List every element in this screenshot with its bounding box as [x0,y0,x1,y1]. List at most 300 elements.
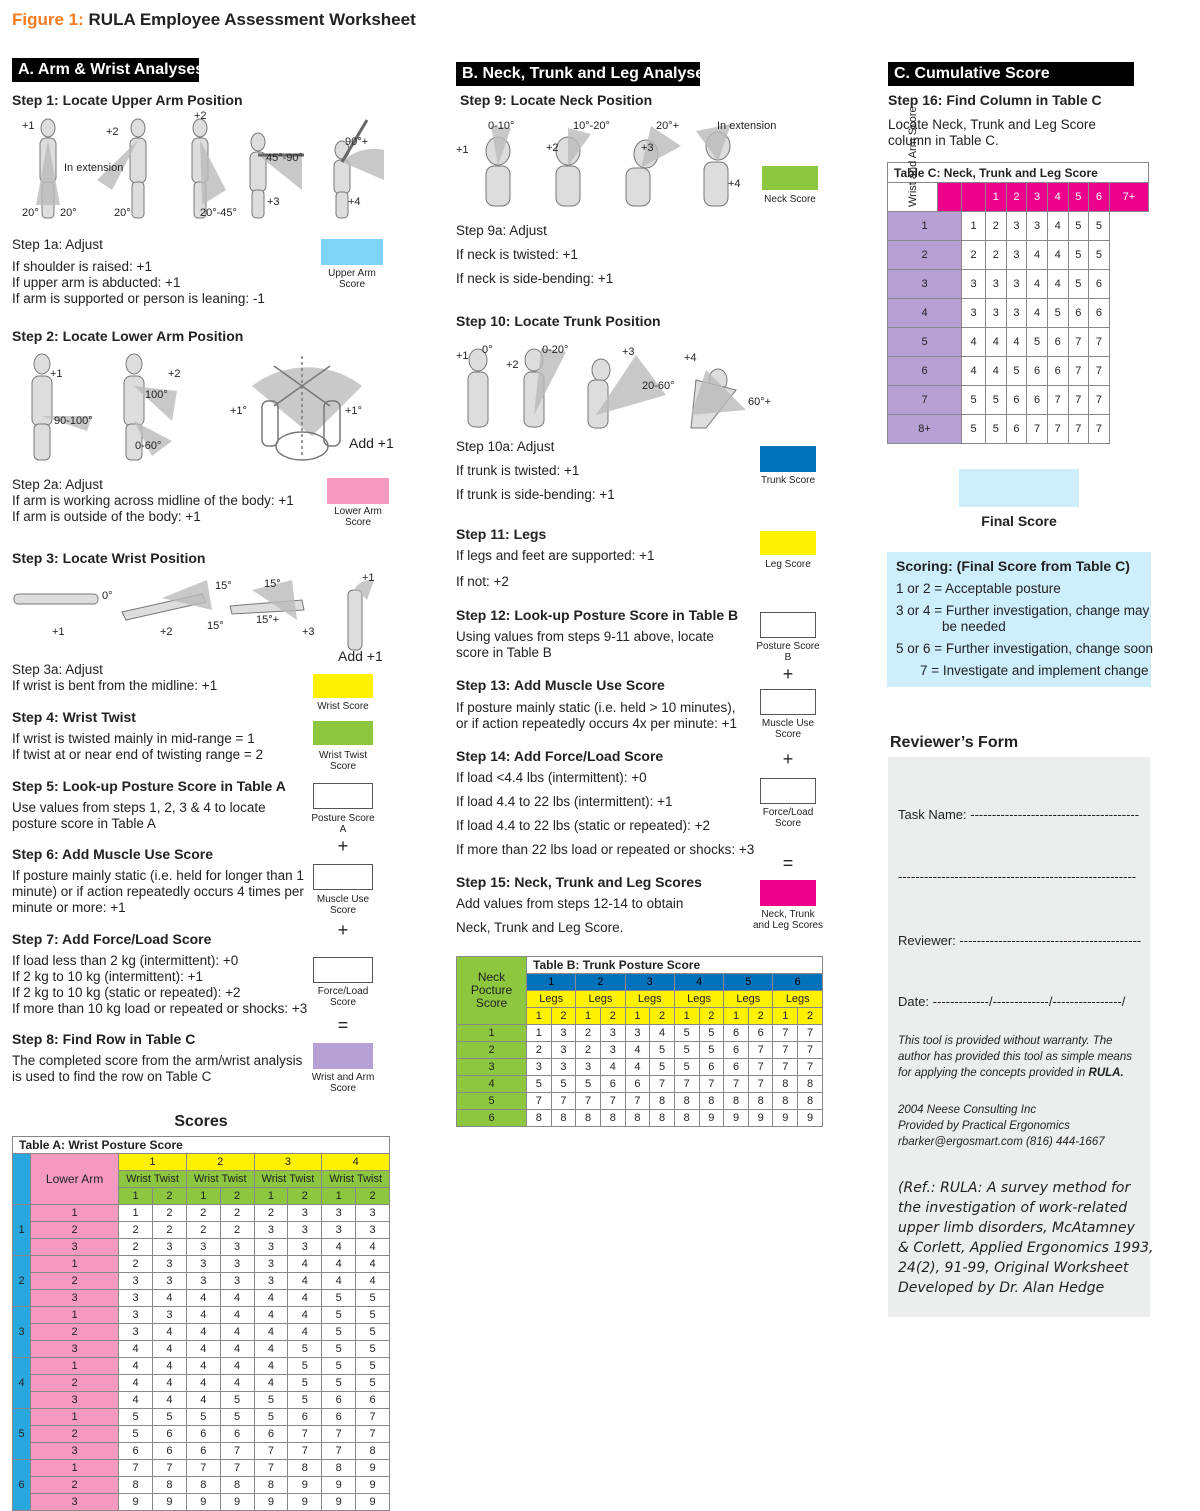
score-cell: 3 [356,1205,390,1222]
score-cell: 7 [1068,386,1089,415]
wrist-label: 15° [264,578,281,590]
score-cell: 7 [748,1059,773,1076]
score-cell: 4 [288,1324,322,1341]
la-label: +1° [230,405,247,417]
score-cell: 4 [625,1059,650,1076]
score-cell: 4 [986,328,1007,357]
upper-arm-score-box[interactable] [321,239,383,265]
score-cell: 4 [220,1375,254,1392]
wrist-arm-row-header: 1 [888,212,962,241]
lower-arm-cell: 3 [31,1290,119,1307]
score-cell: 7 [600,1093,625,1110]
final-score-box[interactable] [959,469,1079,507]
score-cell: 5 [322,1358,356,1375]
muscle-use-score-box-b[interactable] [760,689,816,715]
twist-col-header: 1 [254,1188,288,1205]
step6-line: If posture mainly static (i.e. held for longer than 1 [12,868,304,883]
step8-line: is used to find the row on Table C [12,1069,212,1084]
score-cell: 3 [1006,241,1027,270]
lower-arm-cell: 3 [31,1341,119,1358]
score-cell: 7 [1089,386,1110,415]
score-cell: 3 [254,1239,288,1256]
lower-arm-cell: 3 [31,1494,119,1511]
section-c-header: C. Cumulative Score [888,62,1134,86]
step9a-line: If neck is twisted: +1 [456,247,578,262]
step2a-line: If arm is working across midline of the body: +1 [12,493,294,508]
lower-arm-cell: 2 [31,1273,119,1290]
score-cell: 4 [1027,270,1048,299]
reviewer-field[interactable]: Reviewer: ------------------------------------------ [898,933,1142,948]
score-cell: 5 [699,1025,724,1042]
neck-row-header: 6 [457,1110,527,1127]
step9-title: Step 9: Locate Neck Position [460,92,653,108]
ref-line: the investigation of work-related [898,1200,1128,1216]
step2a-title: Step 2a: Adjust [12,477,103,492]
legs-col-header: 2 [600,1008,625,1025]
table-row [457,1042,823,1059]
score-cell: 5 [288,1341,322,1358]
upper-arm-score-label: Upper Arm Score [328,268,376,290]
legs-header: Legs [576,991,625,1008]
score-cell: 2 [527,1042,552,1059]
ntl-score-box[interactable] [760,880,816,906]
score-cell: 6 [152,1426,186,1443]
score-cell: 3 [186,1256,220,1273]
score-cell: 7 [152,1460,186,1477]
credits-line: rbarker@ergosmart.com (816) 444-1667 [898,1136,1105,1148]
score-cell: 3 [119,1273,153,1290]
score-cell: 4 [220,1307,254,1324]
table-c-corner [962,183,986,212]
score-cell: 4 [356,1239,390,1256]
score-cell: 5 [527,1076,552,1093]
ref-line: (Ref.: RULA: A survey method for [898,1180,1131,1196]
score-cell: 7 [576,1093,601,1110]
score-cell: 5 [650,1059,675,1076]
trunk-label: 20-60° [642,380,675,392]
score-cell: 1 [962,212,986,241]
twist-col-header: 1 [322,1188,356,1205]
table-b-title: Table B: Trunk Posture Score [527,957,823,974]
score-cell: 7 [356,1409,390,1426]
score-cell: 4 [254,1324,288,1341]
score-cell: 2 [986,241,1007,270]
step10a-title: Step 10a: Adjust [456,439,555,454]
score-cell: 8 [674,1093,699,1110]
score-cell: 5 [576,1076,601,1093]
score-cell: 3 [254,1222,288,1239]
la-label: +2 [168,368,181,380]
legs-header: Legs [773,991,823,1008]
score-cell: 3 [551,1042,576,1059]
table-row [13,1239,390,1256]
score-cell: 4 [322,1256,356,1273]
score-cell: 3 [220,1239,254,1256]
step8-line: The completed score from the arm/wrist analysis [12,1053,303,1068]
score-cell: 6 [220,1426,254,1443]
score-cell: 5 [674,1025,699,1042]
trunk-figure [456,340,786,430]
ua-label: +2 [106,126,119,138]
ua-label: +2 [194,110,207,122]
plus-sign: + [337,836,349,856]
score-cell: 3 [962,299,986,328]
score-cell: 5 [119,1409,153,1426]
la-label: +1° [345,405,362,417]
step1a-title: Step 1a: Adjust [12,237,103,252]
wrist-arm-row-header: 5 [888,328,962,357]
posture-score-a-box[interactable] [313,783,373,809]
score-cell: 8 [322,1460,356,1477]
score-cell: 3 [986,270,1007,299]
score-cell: 5 [356,1324,390,1341]
step4-line: If twist at or near end of twisting range = 2 [12,747,264,762]
score-cell: 9 [288,1494,322,1511]
lower-arm-score-box[interactable] [327,478,389,504]
score-cell: 4 [356,1256,390,1273]
legs-col-header: 1 [674,1008,699,1025]
step7-line: If load less than 2 kg (intermittent): +0 [12,953,239,968]
table-row [457,1059,823,1076]
ref-line: Developed by Dr. Alan Hedge [898,1280,1105,1296]
score-cell: 7 [1047,386,1068,415]
score-cell: 3 [288,1222,322,1239]
score-cell: 4 [186,1375,220,1392]
legs-header: Legs [674,991,723,1008]
force-load-score-box-a[interactable] [313,957,373,983]
score-cell: 6 [254,1426,288,1443]
legs-col-header: 1 [773,1008,798,1025]
score-cell: 7 [322,1426,356,1443]
score-cell: 4 [288,1256,322,1273]
wrist-label: +1 [362,572,375,584]
step4-title: Step 4: Wrist Twist [12,709,136,725]
score-cell: 3 [220,1256,254,1273]
score-cell: 6 [724,1059,749,1076]
score-cell: 8 [674,1110,699,1127]
plus-sign: + [337,920,349,940]
trunk-score-box[interactable] [760,446,816,472]
twist-col-header: 2 [152,1188,186,1205]
upper-arm-cell: 1 [13,1205,31,1256]
score-cell: 8 [254,1477,288,1494]
table-row [13,1460,390,1477]
score-cell: 6 [1068,299,1089,328]
score-cell: 7 [254,1443,288,1460]
step12-line: Using values from steps 9-11 above, locate [456,629,714,644]
ntl-col-header: 1 [986,183,1007,212]
wrist-arm-side-label: Wrist and Arm Score [906,106,919,207]
step3-title: Step 3: Locate Wrist Position [12,550,206,566]
wrist-label: Add +1 [338,648,383,664]
legs-col-header: 2 [748,1008,773,1025]
posture-score-b-label: Posture Score B [756,641,820,663]
trunk-label: 0-20° [542,344,569,356]
neck-score-box[interactable] [762,166,818,190]
posture-score-b-box[interactable] [760,612,816,638]
score-cell: 6 [1047,357,1068,386]
score-cell: 4 [322,1239,356,1256]
score-cell: 7 [773,1042,798,1059]
step8-title: Step 8: Find Row in Table C [12,1031,196,1047]
force-load-score-box-b[interactable] [760,778,816,804]
wrist-col-header: 2 [186,1154,254,1171]
trunk-col-header: 6 [773,974,823,991]
disclaimer-rula: RULA. [1088,1067,1124,1079]
upper-arm-cell: 2 [13,1256,31,1307]
table-row [13,1273,390,1290]
score-cell: 5 [322,1307,356,1324]
score-cell: 7 [356,1426,390,1443]
step12-line: score in Table B [456,645,552,660]
neck-row-header: 2 [457,1042,527,1059]
table-a-title: Table A: Wrist Posture Score [13,1137,390,1154]
twist-col-header: 1 [186,1188,220,1205]
score-cell: 4 [322,1273,356,1290]
credits [898,1102,1105,1150]
lower-arm-header: Lower Arm [31,1154,119,1205]
scoring-line: 3 or 4 = Further investigation, change may [896,603,1150,618]
legs-header: Legs [625,991,674,1008]
step1a-line: If upper arm is abducted: +1 [12,275,181,290]
score-cell: 8 [576,1110,601,1127]
score-cell: 9 [748,1110,773,1127]
disclaimer-line: This tool is provided without warranty. The [898,1035,1113,1047]
wrist-score-label: Wrist Score [317,701,369,712]
score-cell: 5 [288,1375,322,1392]
wrist-figure [12,570,392,666]
ntl-col-header: 2 [1006,183,1027,212]
score-cell: 3 [254,1256,288,1273]
step5-line: posture score in Table A [12,816,156,831]
wrist-twist-score-box[interactable] [313,721,373,745]
ua-label: +1 [22,120,35,132]
step9a-title: Step 9a: Adjust [456,223,547,238]
score-cell: 5 [186,1409,220,1426]
score-cell: 4 [220,1341,254,1358]
table-a-corner [13,1154,31,1205]
figure-title-text: RULA Employee Assessment Worksheet [88,10,416,29]
wrist-label: 15°+ [256,614,280,626]
twist-col-header: 2 [288,1188,322,1205]
step10a-line: If trunk is twisted: +1 [456,463,580,478]
lower-arm-cell: 2 [31,1375,119,1392]
wrist-score-box[interactable] [313,674,373,698]
legs-col-header: 1 [625,1008,650,1025]
score-cell: 5 [1006,357,1027,386]
table-row [888,328,1149,357]
step14-line: If load 4.4 to 22 lbs (intermittent): +1 [456,794,673,809]
score-cell: 8 [773,1076,798,1093]
step14-line: If more than 22 lbs load or repeated or shocks: +3 [456,842,755,857]
score-cell: 6 [322,1392,356,1409]
muscle-use-score-label-a: Muscle Use Score [316,894,370,916]
score-cell: 5 [254,1409,288,1426]
trunk-label: +3 [622,346,635,358]
step5-line: Use values from steps 1, 2, 3 & 4 to locate [12,800,266,815]
step7-line: If more than 10 kg load or repeated or shocks: +3 [12,1001,308,1016]
score-cell: 3 [152,1256,186,1273]
score-cell: 6 [748,1025,773,1042]
task-name-blank-line[interactable]: ------------------------------------------------------- [898,869,1137,884]
score-cell: 9 [773,1110,798,1127]
ua-label: In extension [64,162,124,174]
score-cell: 5 [1089,241,1110,270]
step16-line: Locate Neck, Trunk and Leg Score [888,117,1096,132]
step13-title: Step 13: Add Muscle Use Score [456,677,665,693]
score-cell: 7 [1047,415,1068,444]
score-cell: 9 [322,1494,356,1511]
table-row [888,357,1149,386]
table-row [457,1076,823,1093]
score-cell: 7 [798,1042,823,1059]
score-cell: 2 [576,1042,601,1059]
score-cell: 2 [186,1205,220,1222]
trunk-col-header: 3 [625,974,674,991]
score-cell: 3 [288,1205,322,1222]
plus-sign: + [782,664,794,684]
wrist-twist-header: Wrist Twist [119,1171,187,1188]
score-cell: 5 [356,1375,390,1392]
score-cell: 3 [986,299,1007,328]
score-cell: 7 [119,1460,153,1477]
neck-figure [456,116,777,208]
lower-arm-figure [12,346,392,462]
score-cell: 5 [1089,212,1110,241]
step3a-title: Step 3a: Adjust [12,662,103,677]
score-cell: 7 [798,1025,823,1042]
ua-label: +4 [348,196,361,208]
score-cell: 8 [186,1477,220,1494]
ntl-col-header: 6 [1089,183,1110,212]
score-cell: 3 [119,1290,153,1307]
score-cell: 9 [186,1494,220,1511]
wrist-twist-score-label: Wrist Twist Score [319,750,367,772]
score-cell: 6 [356,1392,390,1409]
score-cell: 6 [119,1443,153,1460]
muscle-use-score-box-a[interactable] [313,864,373,890]
step6-title: Step 6: Add Muscle Use Score [12,846,213,862]
legs-col-header: 1 [527,1008,552,1025]
wrist-col-header: 1 [119,1154,187,1171]
wrist-arm-score-box[interactable] [313,1043,373,1069]
step15-line: Add values from steps 12-14 to obtain [456,896,684,911]
score-cell: 7 [798,1059,823,1076]
score-cell: 4 [1047,212,1068,241]
table-row [13,1256,390,1273]
score-cell: 2 [152,1205,186,1222]
score-cell: 4 [186,1290,220,1307]
score-cell: 9 [152,1494,186,1511]
force-load-score-label-a: Force/Load Score [317,986,369,1008]
task-name-field[interactable]: Task Name: --------------------------------------- [898,807,1140,822]
score-cell: 3 [962,270,986,299]
score-cell: 7 [674,1076,699,1093]
leg-score-box[interactable] [760,531,816,555]
lower-arm-cell: 1 [31,1256,119,1273]
score-cell: 3 [600,1042,625,1059]
upper-arm-cell: 4 [13,1358,31,1409]
score-cell: 7 [699,1076,724,1093]
date-field[interactable]: Date: -------------/-------------/----------------/ [898,994,1126,1009]
step9a-line: If neck is side-bending: +1 [456,271,614,286]
score-cell: 7 [1089,415,1110,444]
ua-label: 20° [60,207,77,219]
scoring-title: Scoring: (Final Score from Table C) [896,558,1130,574]
score-cell: 6 [724,1025,749,1042]
score-cell: 5 [1027,328,1048,357]
section-a-header: A. Arm & Wrist Analyses [12,58,199,82]
score-cell: 3 [186,1239,220,1256]
score-cell: 2 [186,1222,220,1239]
score-cell: 7 [650,1076,675,1093]
lower-arm-cell: 1 [31,1460,119,1477]
table-row [13,1477,390,1494]
score-cell: 6 [1006,386,1027,415]
score-cell: 7 [1089,357,1110,386]
step14-title: Step 14: Add Force/Load Score [456,748,664,764]
lower-arm-cell: 1 [31,1307,119,1324]
score-cell: 5 [152,1409,186,1426]
score-cell: 5 [356,1307,390,1324]
neck-label: 20°+ [656,120,680,132]
step2-title: Step 2: Locate Lower Arm Position [12,328,244,344]
table-row [13,1375,390,1392]
score-cell: 4 [986,357,1007,386]
upper-arm-cell: 6 [13,1460,31,1511]
score-cell: 4 [119,1375,153,1392]
score-cell: 5 [356,1341,390,1358]
score-cell: 7 [186,1460,220,1477]
posture-score-a-label: Posture Score A [311,813,375,835]
score-cell: 6 [288,1409,322,1426]
score-cell: 8 [650,1110,675,1127]
scoring-panel [887,552,1154,687]
twist-col-header: 2 [220,1188,254,1205]
la-label: 100° [145,389,168,401]
upper-arm-cell: 3 [13,1307,31,1358]
score-cell: 9 [322,1477,356,1494]
lower-arm-cell: 3 [31,1239,119,1256]
step1-title: Step 1: Locate Upper Arm Position [12,92,243,108]
table-row [13,1290,390,1307]
wrist-arm-row-header: 8+ [888,415,962,444]
score-cell: 7 [625,1093,650,1110]
score-cell: 8 [119,1477,153,1494]
score-cell: 6 [186,1443,220,1460]
table-row [888,299,1149,328]
score-cell: 4 [254,1375,288,1392]
step15-line: Neck, Trunk and Leg Score. [456,920,624,935]
wrist-label: 15° [207,620,224,632]
score-cell: 4 [1006,328,1027,357]
trunk-label: +2 [506,359,519,371]
score-cell: 5 [220,1392,254,1409]
score-cell: 6 [1047,328,1068,357]
lower-arm-cell: 1 [31,1409,119,1426]
score-cell: 6 [1027,386,1048,415]
score-cell: 3 [625,1025,650,1042]
score-cell: 3 [288,1239,322,1256]
step13-line: or if action repeatedly occurs 4x per minute: +1 [456,716,738,731]
step15-title: Step 15: Neck, Trunk and Leg Scores [456,874,702,890]
credits-line: Provided by Practical Ergonomics [898,1120,1070,1132]
score-cell: 2 [119,1239,153,1256]
lower-arm-score-label: Lower Arm Score [334,506,382,528]
score-cell: 5 [288,1358,322,1375]
score-cell: 5 [1068,241,1089,270]
neck-label: +3 [641,142,654,154]
